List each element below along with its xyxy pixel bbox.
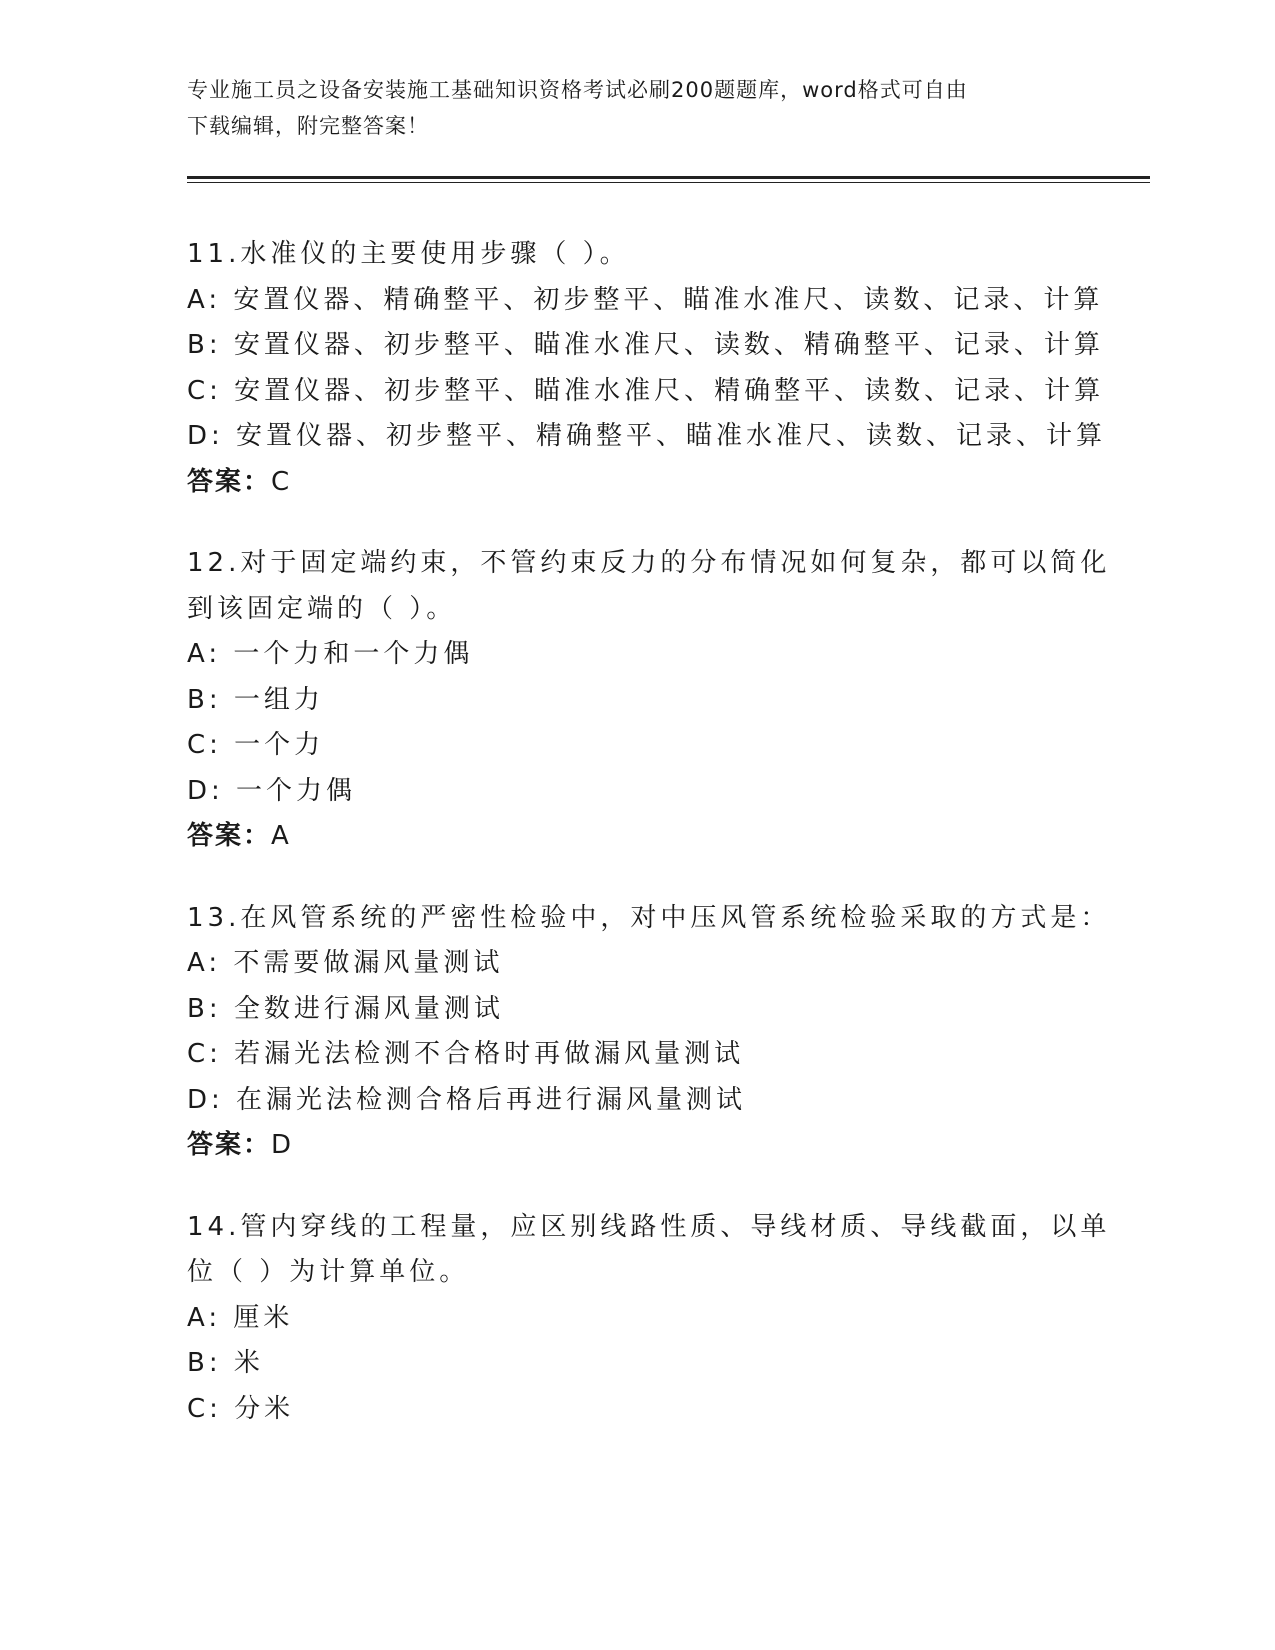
option-d: D: 安置仪器、初步整平、精确整平、瞄准水准尺、读数、记录、计算 <box>187 421 1107 451</box>
question-item <box>187 232 1107 505</box>
answer-value: C <box>271 466 294 497</box>
answer-line <box>187 460 1087 506</box>
option-a: A: 安置仪器、精确整平、初步整平、瞄准水准尺、读数、记录、计算 <box>187 284 1104 315</box>
question-stem-line: 11.水准仪的主要使用步骤（ ）。 <box>187 239 630 269</box>
option-a: A: 不需要做漏风量测试 <box>187 948 504 978</box>
option-b: B: 一组力 <box>187 684 324 715</box>
question-stem-line: 13.在风管系统的严密性检验中，对中压风管系统检验采取的方式是： <box>187 902 1111 933</box>
header-line-2: 下载编辑，附完整答案！ <box>187 114 429 138</box>
option-a: A: 厘米 <box>187 1302 294 1333</box>
answer-label: 答案： <box>187 466 272 497</box>
question-stem-line: 14.管内穿线的工程量，应区别线路性质、导线材质、导线截面，以单 <box>187 1211 1111 1242</box>
header-rule-thin <box>187 182 1150 183</box>
option-c: C: 安置仪器、初步整平、瞄准水准尺、精确整平、读数、记录、计算 <box>187 375 1105 406</box>
option-b: B: 全数进行漏风量测试 <box>187 993 504 1024</box>
option-c: C: 分米 <box>187 1393 295 1424</box>
question-stem-line: 位（ ）为计算单位。 <box>187 1257 470 1287</box>
question-list <box>187 232 1111 1468</box>
document-header <box>187 72 1087 144</box>
question-item <box>187 896 1111 1169</box>
question-stem-line: 到该固定端的（ ）。 <box>187 593 457 624</box>
option-b: B: 安置仪器、初步整平、瞄准水准尺、读数、精确整平、记录、计算 <box>187 330 1104 360</box>
header-line-1: 专业施工员之设备安装施工基础知识资格考试必刷200题题库，word格式可自由 <box>187 78 968 102</box>
answer-value: D <box>271 1130 296 1160</box>
option-d: D: 一个力偶 <box>187 775 357 806</box>
question-item <box>187 1205 1111 1433</box>
answer-label: 答案： <box>187 821 272 851</box>
answer-line <box>187 1123 1087 1169</box>
option-d: D: 在漏光法检测合格后再进行漏风量测试 <box>187 1084 747 1115</box>
answer-label: 答案： <box>187 1130 272 1160</box>
option-c: C: 若漏光法检测不合格时再做漏风量测试 <box>187 1039 745 1069</box>
question-item <box>187 541 1111 860</box>
question-stem-line: 12.对于固定端约束，不管约束反力的分布情况如何复杂，都可以简化 <box>187 548 1111 578</box>
answer-line <box>187 814 1087 860</box>
answer-value: A <box>271 821 293 851</box>
header-rule-thick <box>187 176 1150 179</box>
option-c: C: 一个力 <box>187 730 325 760</box>
option-a: A: 一个力和一个力偶 <box>187 639 474 669</box>
option-b: B: 米 <box>187 1348 264 1378</box>
